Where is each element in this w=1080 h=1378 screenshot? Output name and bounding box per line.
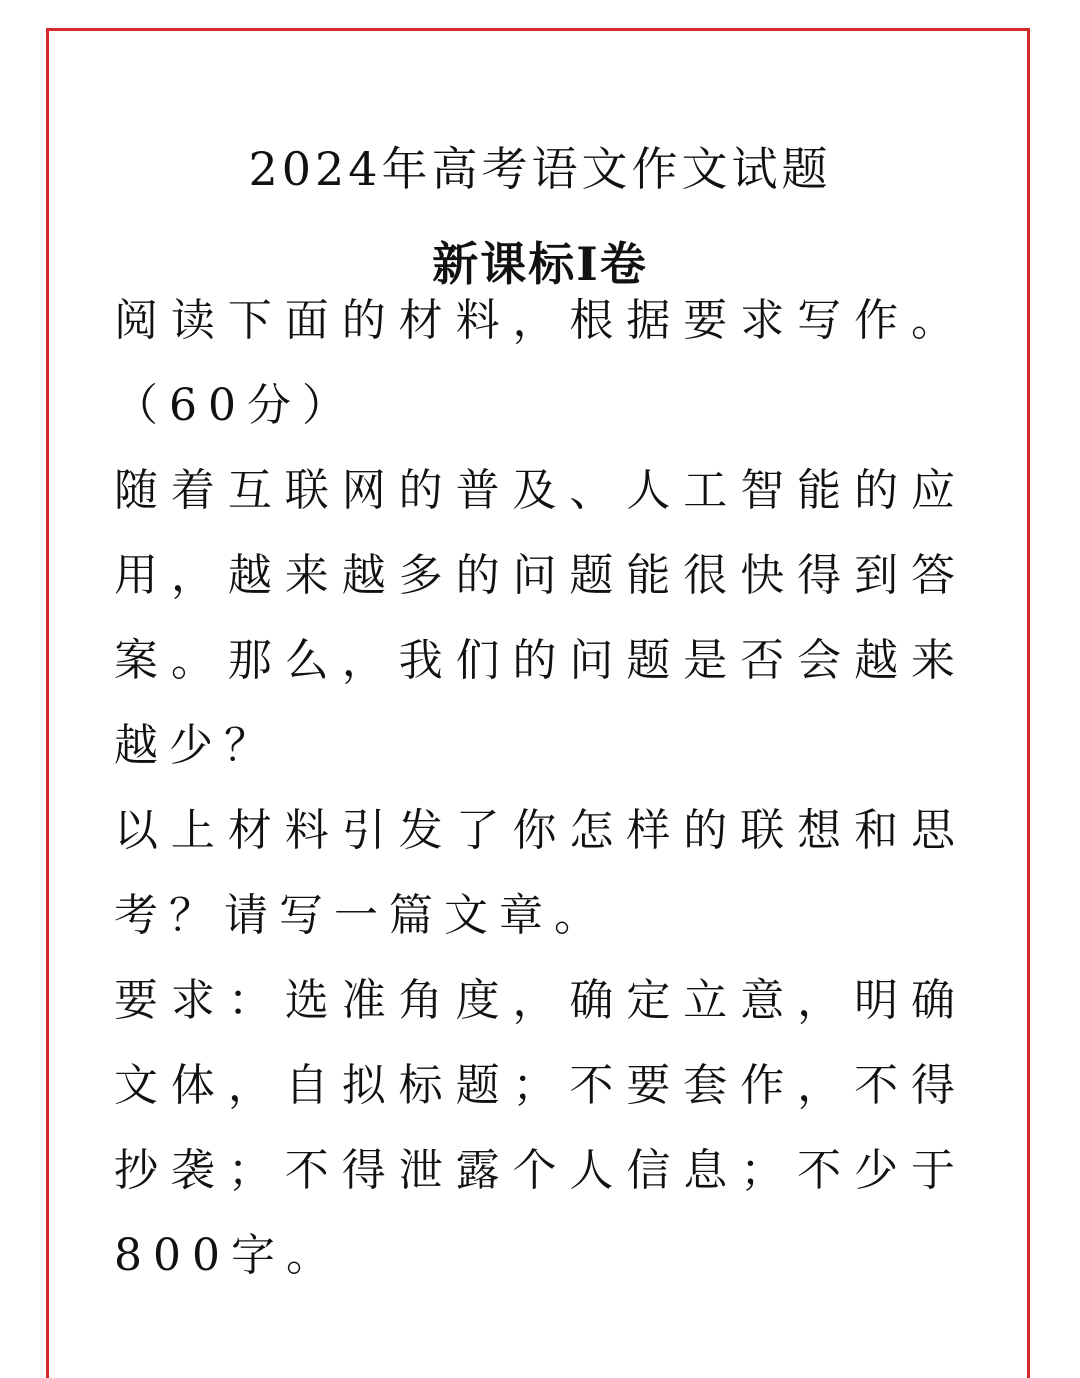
document-subtitle: 新课标I卷 bbox=[432, 237, 648, 292]
paragraph-requirements: 要求：选准角度，确定立意，明确文体，自拟标题；不要套作，不得抄袭；不得泄露个人信息；不少于800字。 bbox=[114, 975, 966, 1281]
document-body bbox=[114, 278, 966, 1298]
paragraph-question: 以上材料引发了你怎样的联想和思考？请写一篇文章。 bbox=[114, 805, 966, 941]
paragraph-instruction: 阅读下面的材料，根据要求写作。（60分） bbox=[114, 295, 966, 431]
document-title: 2024年高考语文作文试题 bbox=[248, 141, 832, 196]
paragraph-material: 随着互联网的普及、人工智能的应用，越来越多的问题能很快得到答案。那么，我们的问题是否会越来越少？ bbox=[114, 465, 966, 771]
